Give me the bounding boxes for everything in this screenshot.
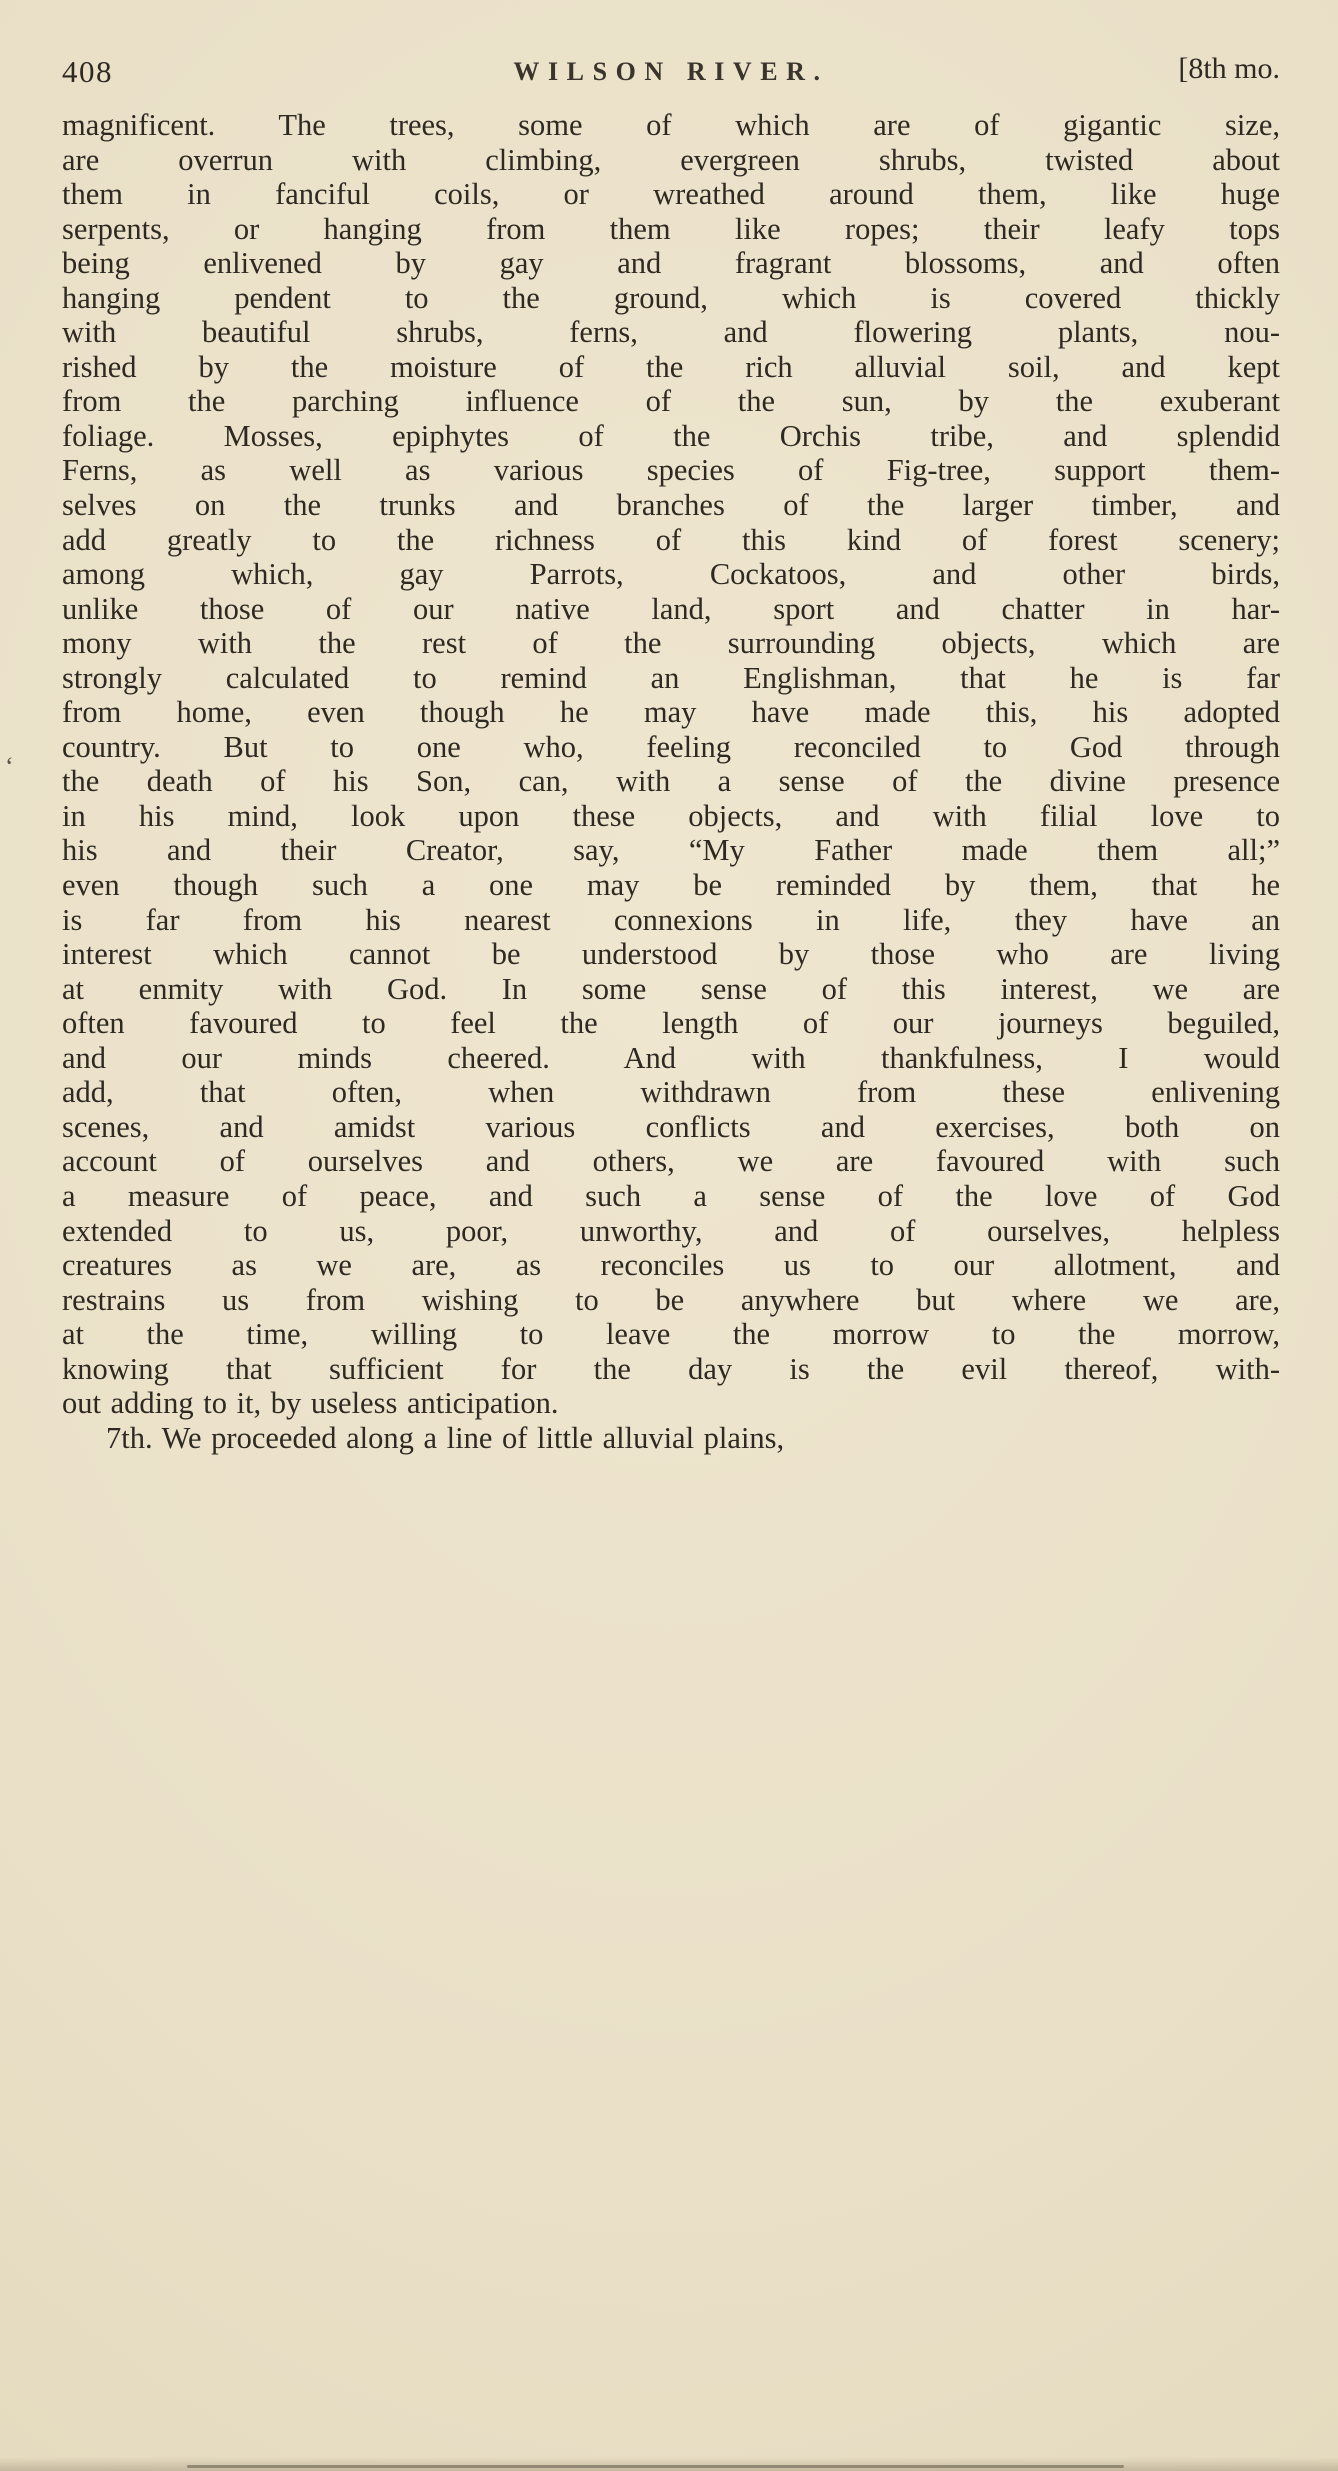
text-line: at the time, willing to leave the morrow to the morrow, [62, 1317, 1280, 1352]
text-line: interest which cannot be understood by those who are living [62, 937, 1280, 972]
text-line: being enlivened by gay and fragrant blossoms, and often [62, 246, 1280, 281]
text-line: are overrun with climbing, evergreen shrubs, twisted about [62, 142, 1280, 177]
text-line: from home, even though he may have made this, his adopted [62, 695, 1280, 730]
page-bottom-shade [0, 2457, 1338, 2471]
text-line: rished by the moisture of the rich alluvial soil, and kept [62, 349, 1280, 384]
scan-artifact: ‘ [5, 752, 14, 781]
text-line: add, that often, when withdrawn from these enlivening [62, 1075, 1280, 1110]
text-line: 7th. We proceeded along a line of little alluvial plains, [106, 1420, 785, 1455]
scan-edge-line [187, 2465, 1124, 2468]
text-line: hanging pendent to the ground, which is covered thickly [62, 280, 1280, 315]
date-marker: [8th mo. [1178, 52, 1280, 85]
running-title: WILSON RIVER. [513, 57, 829, 86]
text-line: selves on the trunks and branches of the larger timber, and [62, 488, 1280, 523]
text-line: out adding to it, by useless anticipation. [62, 1386, 559, 1421]
text-line: the death of his Son, can, with a sense of the divine presence [62, 764, 1280, 799]
paragraph [62, 1421, 1280, 1456]
text-line: in his mind, look upon these objects, and with filial love to [62, 798, 1280, 833]
text-line: restrains us from wishing to be anywhere but where we are, [62, 1282, 1280, 1317]
text-line: his and their Creator, say, “My Father made them all;” [62, 833, 1280, 868]
text-line: add greatly to the richness of this kind of forest scenery; [62, 522, 1280, 557]
text-line: magnificent. The trees, some of which are of gigantic size, [62, 108, 1280, 142]
text-line: mony with the rest of the surrounding objects, which are [62, 626, 1280, 661]
text-line: from the parching influence of the sun, by the exuberant [62, 384, 1280, 419]
text-line: account of ourselves and others, we are favoured with such [62, 1144, 1280, 1179]
text-line: strongly calculated to remind an Englishman, that he is far [62, 660, 1280, 695]
text-line: knowing that sufficient for the day is the evil thereof, with- [62, 1351, 1280, 1386]
text-line: foliage. Mosses, epiphytes of the Orchis tribe, and splendid [62, 418, 1280, 453]
text-line: and our minds cheered. And with thankfulness, I would [62, 1040, 1280, 1075]
text-line: creatures as we are, as reconciles us to our allotment, and [62, 1248, 1280, 1283]
text-line: extended to us, poor, unworthy, and of ourselves, helpless [62, 1213, 1280, 1248]
text-line: is far from his nearest connexions in life, they have an [62, 902, 1280, 937]
text-line: serpents, or hanging from them like ropes; their leafy tops [62, 211, 1280, 246]
page-number: 408 [62, 54, 113, 89]
text-line: country. But to one who, feeling reconciled to God through [62, 729, 1280, 764]
body-text [62, 108, 1280, 1455]
text-line: among which, gay Parrots, Cockatoos, and other birds, [62, 557, 1280, 592]
page-header [62, 50, 1280, 94]
text-line: even though such a one may be reminded by them, that he [62, 868, 1280, 903]
text-line: scenes, and amidst various conflicts and exercises, both on [62, 1109, 1280, 1144]
text-line: often favoured to feel the length of our journeys beguiled, [62, 1006, 1280, 1041]
text-line: them in fanciful coils, or wreathed around them, like huge [62, 177, 1280, 212]
text-line: at enmity with God. In some sense of this interest, we are [62, 971, 1280, 1006]
text-line: with beautiful shrubs, ferns, and flowering plants, nou- [62, 315, 1280, 350]
text-line: unlike those of our native land, sport and chatter in har- [62, 591, 1280, 626]
text-line: a measure of peace, and such a sense of the love of God [62, 1178, 1280, 1213]
paragraph [62, 108, 1280, 1421]
text-line: Ferns, as well as various species of Fig-tree, support them- [62, 453, 1280, 488]
